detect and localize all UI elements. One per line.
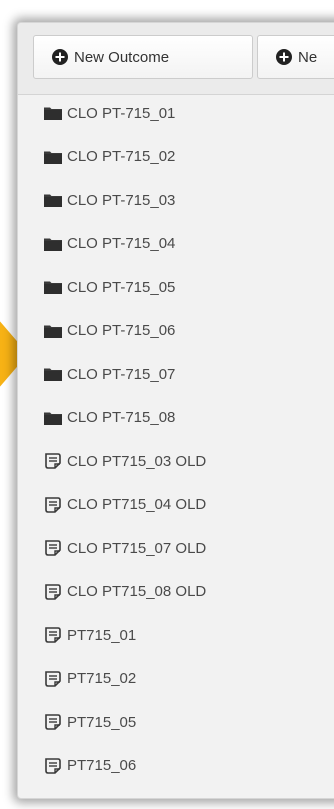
outcome-item[interactable] (44, 449, 206, 473)
folder-icon (44, 366, 62, 382)
plus-circle-icon (276, 49, 292, 65)
outcome-item[interactable] (44, 232, 175, 256)
folder-icon (44, 149, 62, 165)
document-icon (44, 671, 62, 687)
outcome-item-label: PT715_05 (67, 713, 137, 731)
outcome-item[interactable] (44, 710, 136, 734)
outcome-item[interactable] (44, 754, 136, 778)
document-icon (44, 584, 62, 600)
outcome-item[interactable] (44, 493, 206, 517)
outcome-item-label: CLO PT715_03 OLD (67, 452, 207, 470)
outcome-item[interactable] (44, 101, 175, 125)
document-icon (44, 758, 62, 774)
outcome-item-label: CLO PT-715_05 (67, 278, 176, 296)
outcome-item-label: PT715_06 (67, 757, 137, 774)
outcome-item[interactable] (44, 275, 175, 299)
outcome-item-label: CLO PT-715_06 (67, 322, 176, 339)
outcome-item-label: CLO PT715_07 OLD (67, 539, 207, 557)
folder-icon (44, 192, 62, 208)
folder-icon (44, 105, 62, 121)
outcome-item[interactable] (44, 580, 206, 604)
new-outcome-button[interactable] (33, 35, 253, 79)
toolbar (18, 23, 334, 95)
document-icon (44, 497, 62, 513)
folder-icon (44, 236, 62, 252)
outcome-item[interactable] (44, 536, 206, 560)
outcome-item[interactable] (44, 667, 136, 691)
outcome-item[interactable] (44, 362, 175, 386)
document-icon (44, 540, 62, 556)
outcome-item-label: CLO PT-715_02 (67, 148, 176, 165)
document-icon (44, 714, 62, 730)
outcome-item-label: PT715_01 (67, 626, 137, 644)
new-secondary-label: Ne (298, 48, 318, 66)
outcome-item-label: CLO PT-715_01 (67, 104, 176, 122)
outcome-item-label: CLO PT715_04 OLD (67, 496, 207, 513)
outcome-item-label: PT715_02 (67, 670, 137, 687)
outcome-item-label: CLO PT-715_04 (67, 235, 176, 252)
outcome-item[interactable] (44, 188, 175, 212)
document-icon (44, 627, 62, 643)
document-icon (44, 453, 62, 469)
outcome-item-label: CLO PT-715_07 (67, 365, 176, 383)
outcomes-panel (17, 22, 334, 799)
folder-icon (44, 410, 62, 426)
plus-circle-icon (52, 49, 68, 65)
outcome-item[interactable] (44, 623, 136, 647)
outcome-item-label: CLO PT-715_03 (67, 191, 176, 209)
folder-icon (44, 323, 62, 339)
outcome-item[interactable] (44, 406, 175, 430)
outcome-item-label: CLO PT-715_08 (67, 409, 176, 426)
new-outcome-label: New Outcome (74, 48, 170, 66)
new-secondary-button[interactable] (257, 35, 334, 79)
outcome-item-label: CLO PT715_08 OLD (67, 583, 207, 600)
folder-icon (44, 279, 62, 295)
outcome-item[interactable] (44, 145, 175, 169)
outcome-item[interactable] (44, 319, 175, 343)
